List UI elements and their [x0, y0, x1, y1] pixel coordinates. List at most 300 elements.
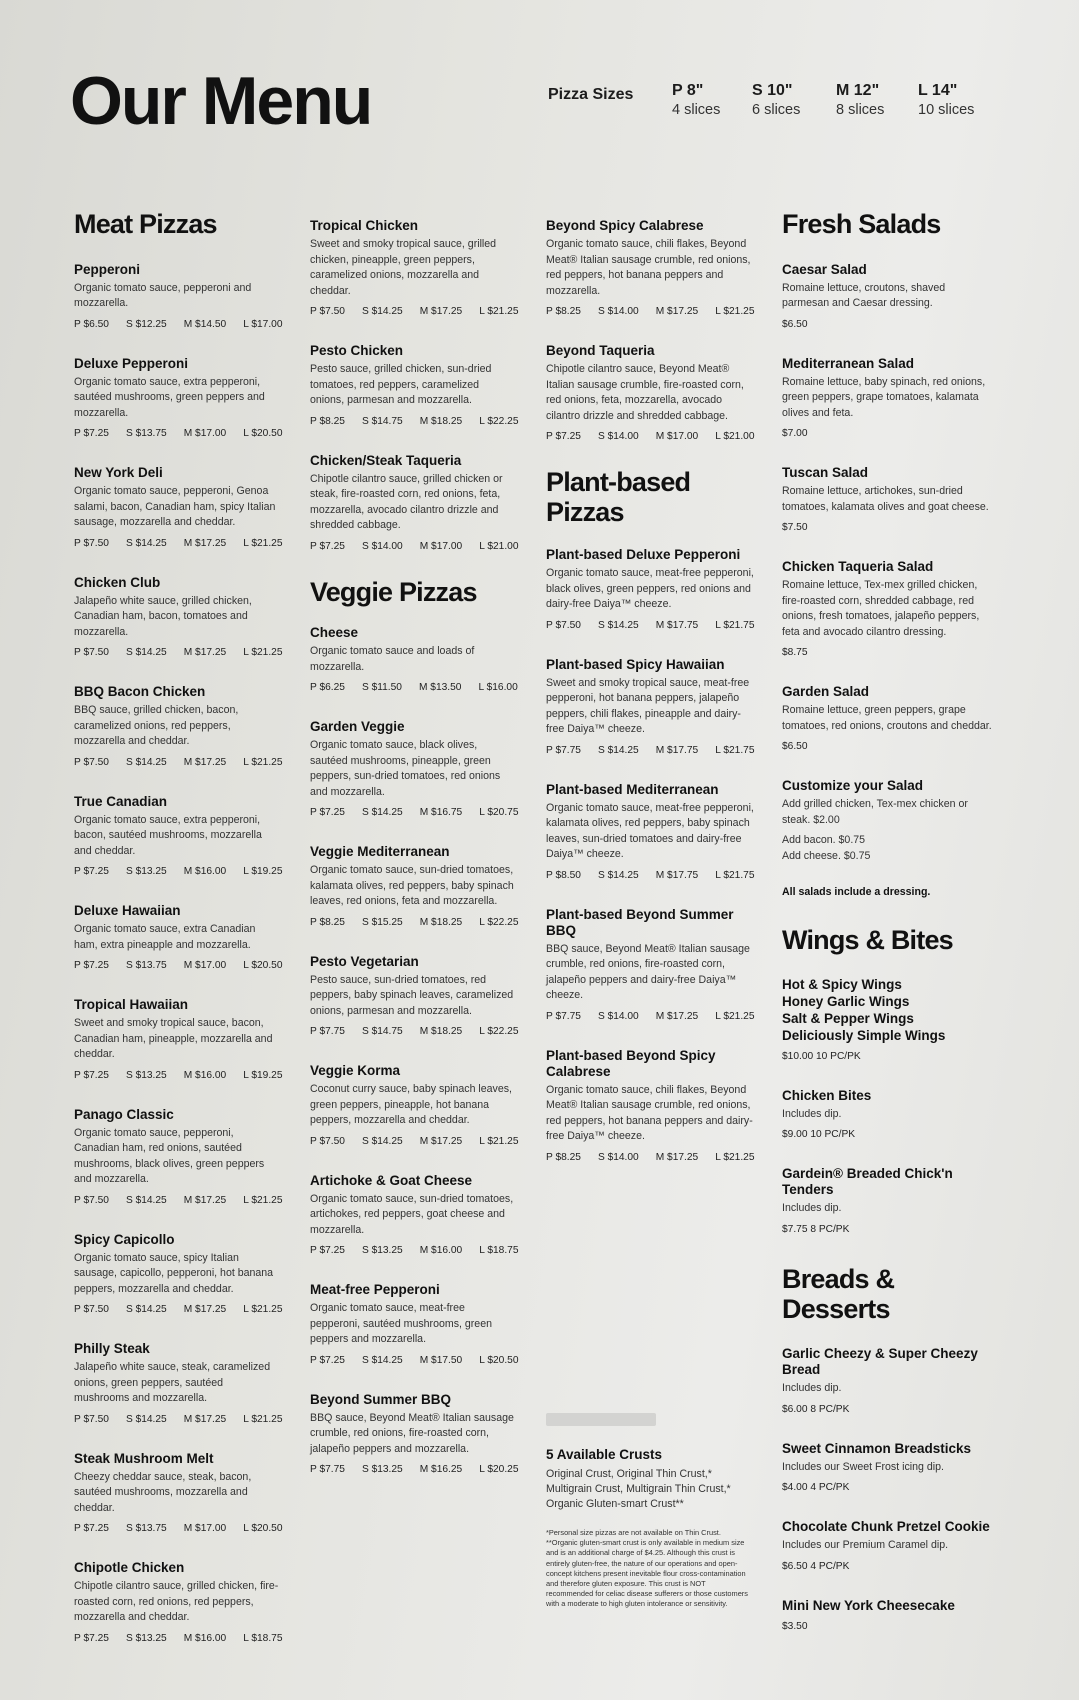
item-description: Sweet and smoky tropical sauce, bacon, Canadian ham, pineapple, mozzarella and cheddar. [74, 1017, 273, 1061]
item-prices [310, 1135, 519, 1147]
item-name: Pesto Chicken [310, 343, 404, 358]
item-name: Spicy Capicollo [74, 1231, 175, 1247]
item-description: Pesto sauce, grilled chicken, sun-dried tomatoes, red peppers, caramelized onions, parmesan and mozzarella. [310, 363, 492, 406]
pizza-sizes [548, 82, 1048, 142]
item-name: Pesto Vegetarian [310, 953, 419, 969]
item-price: S $14.25 [125, 1194, 167, 1206]
crusts-description: Original Crust, Original Thin Crust,* Multigrain Crust, Multigrain Thin Crust,* Organic Gluten-smart Crust** [546, 1468, 731, 1510]
item-price: $7.50 [782, 522, 808, 534]
item-description: Organic tomato sauce, meat-free pepperoni, black olives, green peppers, red onions and dairy-free Daiya™ cheeze. [546, 567, 754, 611]
item-price: P $7.50 [310, 306, 345, 317]
item-price: S $13.25 [125, 1632, 167, 1644]
item-price: P $7.50 [74, 537, 109, 549]
item-price: L $18.75 [243, 1632, 283, 1644]
item-price: $6.50 [782, 318, 808, 330]
item-price: P $7.25 [310, 1245, 345, 1257]
item-prices [546, 870, 754, 881]
menu-item [310, 218, 519, 317]
item-description: Includes our Premium Caramel dip. [782, 1539, 949, 1552]
item-name: Sweet Cinnamon Breadsticks [782, 1440, 972, 1456]
item-price: M $17.00 [655, 431, 699, 442]
item-price: M $17.25 [655, 306, 699, 317]
item-name: Plant-based Beyond Spicy Calabrese [546, 1047, 716, 1079]
size-code: L 14" [918, 82, 958, 99]
item-price: S $13.75 [125, 1523, 167, 1535]
size-medium [836, 82, 884, 118]
veggie-pizzas-list-continued [546, 218, 754, 442]
customize-line: Add bacon. $0.75 [782, 834, 866, 847]
item-name: Mini New York Cheesecake [782, 1597, 955, 1613]
item-name: Beyond Spicy Calabrese [546, 218, 704, 233]
item-price: P $7.50 [546, 619, 581, 631]
item-price: $7.75 8 PC/PK [782, 1223, 850, 1235]
salads-note: All salads include a dressing. [782, 886, 931, 899]
item-name: Chicken Bites [782, 1087, 872, 1103]
item-price: P $7.50 [310, 1135, 345, 1147]
veggie-pizzas-title: Veggie Pizzas [310, 576, 477, 607]
item-price: M $17.25 [183, 647, 227, 659]
item-name: Honey Garlic Wings [782, 993, 910, 1009]
item-description: Cheezy cheddar sauce, steak, bacon, sautéed mushrooms, mozzarella and cheddar. [74, 1470, 252, 1514]
item-prices [310, 916, 519, 928]
menu-item [310, 1172, 519, 1257]
breads-list [782, 1346, 992, 1632]
item-prices [546, 745, 754, 756]
veggie-pizzas-column [310, 218, 519, 1501]
item-price: P $7.25 [310, 807, 345, 819]
menu-item [74, 1450, 283, 1535]
item-name: Hot & Spicy Wings [782, 976, 902, 992]
item-price: M $17.25 [183, 1304, 227, 1316]
item-price: M $17.25 [183, 1194, 227, 1206]
item-price: L $21.00 [479, 540, 519, 552]
item-name: Mediterranean Salad [782, 355, 915, 371]
menu-item [74, 261, 283, 330]
item-price: L $21.75 [715, 744, 755, 756]
item-price: M $16.75 [419, 807, 463, 819]
item-price: M $17.25 [183, 1413, 227, 1425]
menu-item [310, 452, 519, 552]
menu-item [546, 782, 754, 881]
item-name: Plant-based Deluxe Pepperoni [546, 547, 741, 563]
item-price: L $20.50 [243, 428, 283, 440]
item-name: Panago Classic [74, 1106, 174, 1122]
item-price: P $8.25 [546, 306, 581, 317]
item-price: P $7.50 [74, 647, 109, 659]
item-name: Plant-based Beyond Summer BBQ [546, 906, 734, 938]
item-price: S $14.00 [361, 540, 403, 552]
menu-item [546, 547, 754, 631]
item-description: Organic tomato sauce, extra pepperoni, sautéed mushrooms, green peppers and mozzarella. [74, 375, 265, 419]
item-price: M $17.75 [655, 744, 699, 756]
item-price: S $14.25 [597, 744, 639, 756]
menu-item [74, 684, 283, 768]
item-name: Philly Steak [74, 1341, 150, 1357]
item-name: Plant-based Mediterranean [546, 781, 719, 797]
item-name: Tropical Hawaiian [74, 997, 189, 1013]
menu-item [74, 793, 283, 878]
menu-item [310, 719, 519, 819]
size-small [752, 82, 800, 118]
menu-item [74, 1231, 283, 1316]
customize-salad [782, 778, 992, 864]
item-name: Beyond Summer BBQ [310, 1391, 452, 1407]
item-price: L $22.25 [479, 1026, 519, 1038]
item-price: P $7.50 [74, 1304, 109, 1316]
item-prices [310, 682, 516, 693]
item-price: M $13.50 [418, 682, 462, 694]
menu-item [782, 1519, 992, 1572]
item-price: P $8.25 [546, 1151, 581, 1163]
item-prices [74, 428, 283, 440]
salads-title: Fresh Salads [782, 209, 941, 239]
item-price: M $17.00 [183, 1523, 227, 1535]
item-name: Pepperoni [74, 261, 141, 277]
item-price: P $7.25 [310, 1354, 345, 1366]
item-description: Sweet and smoky tropical sauce, meat-free pepperoni, hot banana peppers, jalapeño peppers, chili flakes, pineapple and dairy-free Daiya™ cheeze. [546, 676, 750, 736]
item-name: True Canadian [74, 793, 168, 809]
item-price: P $7.50 [74, 1413, 109, 1425]
item-price: L $21.25 [715, 1010, 755, 1022]
menu-item [74, 1560, 283, 1644]
plant-based-title: Plant-based Pizzas [546, 467, 691, 527]
item-price: P $7.75 [310, 1026, 345, 1038]
menu-item [546, 657, 754, 756]
item-prices [310, 415, 519, 427]
item-price: P $7.75 [310, 1464, 345, 1476]
wings-title: Wings & Bites [782, 925, 953, 956]
item-price: P $7.50 [74, 1194, 109, 1206]
item-description: Romaine lettuce, Tex-mex grilled chicken, fire-roasted corn, shredded cabbage, red onions, fresh tomatoes, jalapeño peppers, feta and avocado cilantro dressing. [782, 579, 980, 638]
item-price: L $20.50 [243, 1523, 283, 1535]
item-description: Includes dip. [782, 1107, 842, 1120]
item-price: M $17.00 [183, 428, 227, 440]
item-price: P $8.25 [310, 916, 345, 928]
item-price: M $16.00 [183, 1632, 227, 1644]
item-price: M $17.25 [183, 756, 227, 768]
item-price: L $21.25 [243, 1194, 283, 1206]
item-name: Meat-free Pepperoni [310, 1282, 440, 1298]
item-price: P $6.25 [310, 682, 345, 694]
item-description: Romaine lettuce, green peppers, grape tomatoes, red onions, croutons and cheddar. [782, 704, 992, 732]
item-price: L $21.25 [243, 756, 283, 768]
item-prices [74, 318, 283, 330]
menu-item [310, 1063, 519, 1147]
item-prices [310, 1464, 519, 1476]
item-price: $6.00 8 PC/PK [782, 1403, 850, 1415]
customize-line: Add cheese. $0.75 [782, 849, 871, 862]
item-prices [74, 960, 283, 972]
crusts-title: 5 Available Crusts [546, 1447, 663, 1462]
item-name: Salt & Pepper Wings [782, 1010, 914, 1026]
item-name: Garden Salad [782, 684, 870, 700]
item-description: BBQ sauce, grilled chicken, bacon, caramelized onions, red peppers, mozzarella and cheddar. [74, 704, 239, 748]
size-code: P 8" [672, 82, 704, 99]
item-prices [310, 1245, 519, 1257]
menu-item [782, 1166, 992, 1235]
item-price: P $7.25 [310, 540, 345, 552]
item-price: S $13.25 [361, 1464, 403, 1476]
menu-item [74, 574, 283, 659]
item-prices [546, 1152, 754, 1163]
item-description: Organic tomato sauce, chili flakes, Beyond Meat® Italian sausage crumble, red onions, red peppers, hot banana peppers and mozzarella. [546, 238, 751, 297]
item-price: S $14.25 [361, 807, 403, 819]
item-price: $9.00 10 PC/PK [782, 1129, 856, 1141]
item-prices [310, 1026, 519, 1038]
item-description: Includes dip. [782, 1382, 842, 1395]
menu-item [546, 907, 754, 1022]
item-price: M $17.75 [655, 869, 699, 881]
customize-line: Add grilled chicken, Tex-mex chicken or steak. $2.00 [782, 798, 968, 826]
menu-item [782, 1441, 992, 1494]
item-price: M $18.25 [419, 916, 463, 928]
item-price: P $8.50 [546, 869, 581, 881]
item-description: Organic tomato sauce, spicy Italian sausage, capicollo, pepperoni, hot banana peppers, mozzarella and cheddar. [74, 1251, 274, 1295]
menu-item [782, 465, 992, 533]
meat-pizzas-list-continued [310, 218, 519, 552]
menu-item [546, 218, 754, 317]
menu-item [74, 1106, 283, 1206]
item-price: L $18.75 [479, 1245, 519, 1257]
item-price: M $17.25 [183, 537, 227, 549]
sides-column [782, 210, 992, 1658]
item-price: L $16.00 [478, 682, 518, 694]
menu-item [782, 1088, 992, 1141]
item-description: Organic tomato sauce, pepperoni, Genoa salami, bacon, Canadian ham, spicy Italian sausage, mozzarella and cheddar. [74, 485, 276, 529]
item-name: Tuscan Salad [782, 465, 869, 481]
item-description: Chipotle cilantro sauce, grilled chicken or steak, fire-roasted corn, red onions, feta, mozzarella, avocado cilantro drizzle and shredded cabbage. [310, 472, 503, 531]
item-price: $6.50 [782, 741, 808, 753]
size-slices: 6 slices [752, 102, 801, 118]
item-price: L $21.25 [715, 1151, 755, 1163]
item-price: P $7.25 [74, 1632, 109, 1644]
menu-item [782, 356, 992, 440]
item-description: Organic tomato sauce, sun-dried tomatoes, artichokes, red peppers, goat cheese and mozzarella. [310, 1192, 514, 1236]
menu-item [74, 903, 283, 972]
item-description: Organic tomato sauce, meat-free pepperoni, sautéed mushrooms, green peppers and mozzarella. [310, 1302, 492, 1346]
menu-item [74, 355, 283, 440]
item-name: Garlic Cheezy & Super Cheezy Bread [782, 1346, 978, 1378]
item-price: S $14.25 [125, 537, 167, 549]
item-name: Veggie Mediterranean [310, 844, 450, 860]
item-description: Sweet and smoky tropical sauce, grilled chicken, pineapple, green peppers, caramelized onions, mozzarella and cheddar. [310, 238, 497, 297]
item-name: Cheese [310, 625, 359, 641]
item-price: $8.75 [782, 647, 808, 659]
item-price: P $7.50 [74, 756, 109, 768]
menu-item [546, 343, 754, 442]
meat-pizzas-list [74, 261, 283, 1644]
item-price: P $7.25 [74, 960, 109, 972]
item-prices [546, 306, 754, 317]
item-price: S $11.50 [361, 682, 402, 694]
menu-item [782, 262, 992, 330]
item-description: Chipotle cilantro sauce, grilled chicken, fire-roasted corn, red onions, red peppers, mozzarella and cheddar. [74, 1580, 279, 1624]
item-prices [310, 306, 519, 317]
menu-item [782, 1346, 992, 1415]
plant-based-column [546, 218, 754, 1189]
plant-based-list [546, 547, 754, 1163]
item-description: Romaine lettuce, artichokes, sun-dried tomatoes, kalamata olives and goat cheese. [782, 485, 989, 513]
item-prices [546, 1011, 754, 1022]
item-price: $4.00 4 PC/PK [782, 1482, 850, 1494]
item-name: Artichoke & Goat Cheese [310, 1172, 473, 1188]
item-price: L $21.25 [243, 537, 283, 549]
item-prices [546, 431, 754, 442]
item-price: S $14.00 [597, 431, 639, 442]
item-price: L $22.25 [479, 415, 519, 427]
item-description: Romaine lettuce, croutons, shaved parmesan and Caesar dressing. [782, 281, 946, 310]
item-price: L $19.25 [243, 1069, 283, 1081]
item-name: Chocolate Chunk Pretzel Cookie [782, 1519, 990, 1535]
item-price: M $16.00 [183, 866, 227, 878]
item-price: P $7.25 [74, 1069, 109, 1081]
item-name: Plant-based Spicy Hawaiian [546, 656, 725, 672]
item-price: S $13.75 [125, 960, 167, 972]
item-prices [74, 1523, 283, 1535]
item-price: L $21.25 [243, 1304, 283, 1316]
item-price: P $7.25 [74, 866, 109, 878]
item-description: Romaine lettuce, baby spinach, red onions, green peppers, grape tomatoes, kalamata olives and feta. [782, 375, 986, 419]
item-name: Chicken/Steak Taqueria [310, 452, 462, 468]
item-description: BBQ sauce, Beyond Meat® Italian sausage crumble, red onions, fire-roasted corn, jalapeño peppers and mozzarella. [310, 1411, 514, 1455]
item-price: S $14.00 [597, 1010, 639, 1022]
item-price: $7.00 [782, 428, 808, 440]
menu-item [74, 997, 283, 1081]
menu-item [74, 1341, 283, 1425]
item-price: S $14.25 [361, 1135, 403, 1147]
size-slices: 10 slices [918, 102, 975, 118]
item-name: New York Deli [74, 465, 163, 481]
item-prices [546, 620, 754, 631]
item-prices [74, 1304, 283, 1316]
menu-item [310, 844, 519, 928]
item-price: S $13.25 [361, 1245, 403, 1257]
item-price: M $17.25 [655, 1151, 699, 1163]
item-price: M $17.25 [419, 306, 463, 317]
item-prices [74, 537, 283, 549]
item-price: L $21.25 [479, 1135, 519, 1147]
item-name: Deliciously Simple Wings [782, 1027, 946, 1043]
size-personal [672, 82, 720, 118]
item-description: Organic tomato sauce, black olives, sautéed mushrooms, pineapple, green peppers, sun-dried tomatoes, red onions and mozzarella. [310, 739, 501, 798]
menu-item [74, 465, 283, 549]
menu-item [310, 625, 516, 693]
item-price: L $21.75 [715, 869, 755, 881]
item-prices [74, 756, 283, 768]
item-price: L $21.25 [479, 306, 519, 317]
item-price: S $14.00 [597, 306, 639, 317]
item-price: M $17.50 [419, 1354, 463, 1366]
item-price: S $14.25 [125, 1304, 167, 1316]
item-name: Chicken Club [74, 574, 161, 590]
menu-item [310, 343, 519, 427]
item-price: P $7.25 [74, 1523, 109, 1535]
item-price: $6.50 4 PC/PK [782, 1560, 850, 1572]
item-prices [74, 866, 283, 878]
item-price: M $18.25 [419, 1026, 463, 1038]
item-price: L $20.50 [479, 1354, 519, 1366]
breads-title: Breads & Desserts [782, 1263, 895, 1324]
item-name: Deluxe Hawaiian [74, 903, 181, 919]
wings-list [782, 1088, 992, 1235]
item-price: S $14.25 [361, 306, 403, 317]
item-price: M $16.00 [183, 1069, 227, 1081]
item-description: Includes dip. [782, 1202, 842, 1215]
item-price: S $14.25 [125, 647, 167, 659]
item-price: M $17.75 [655, 619, 699, 631]
menu-item [310, 1282, 519, 1366]
menu-item [782, 1598, 992, 1632]
item-price: S $14.25 [125, 1413, 167, 1425]
item-description: Chipotle cilantro sauce, Beyond Meat® Italian sausage crumble, fire-roasted corn, red onions, feta, mozzarella, avocado cilantro drizzle and shredded cabbage. [546, 363, 744, 422]
item-price: L $19.25 [243, 866, 283, 878]
page-title: Our Menu [70, 63, 372, 139]
item-description: Organic tomato sauce, sun-dried tomatoes, kalamata olives, red peppers, baby spinach leaves, red onions, feta and mozzarella. [310, 864, 514, 908]
item-price: L $17.00 [243, 318, 283, 330]
item-name: Customize your Salad [782, 778, 924, 794]
item-prices [310, 1354, 519, 1366]
item-name: Chipotle Chicken [74, 1560, 185, 1576]
item-price: S $14.75 [361, 1026, 403, 1038]
item-description: Includes our Sweet Frost icing dip. [782, 1460, 944, 1473]
item-price: S $15.25 [361, 916, 403, 928]
size-code: M 12" [836, 82, 880, 99]
item-price: M $16.25 [419, 1464, 463, 1476]
item-name: Deluxe Pepperoni [74, 355, 189, 371]
item-name: Gardein® Breaded Chick'n Tenders [782, 1166, 953, 1198]
item-name: Caesar Salad [782, 261, 867, 277]
item-price: L $20.75 [479, 807, 519, 819]
size-code: S 10" [752, 82, 793, 99]
item-price: L $21.25 [243, 1413, 283, 1425]
item-price: P $6.50 [74, 318, 109, 330]
item-prices [310, 540, 519, 552]
item-price: S $13.75 [125, 428, 167, 440]
item-description: Organic tomato sauce, meat-free pepperoni, kalamata olives, red peppers, baby spinach leaves, sun-dried tomatoes and dairy-free Daiya™ cheeze. [546, 801, 754, 861]
item-price: P $7.75 [546, 744, 581, 756]
item-price: M $14.50 [183, 318, 227, 330]
size-slices: 8 slices [836, 102, 885, 118]
item-price: M $17.00 [183, 960, 227, 972]
item-price: L $21.25 [243, 647, 283, 659]
item-name: Veggie Korma [310, 1063, 401, 1079]
obscured-label [546, 1413, 656, 1426]
item-price: P $7.25 [546, 431, 581, 442]
item-price: S $13.25 [125, 866, 167, 878]
item-price: P $8.25 [310, 415, 345, 427]
size-slices: 4 slices [672, 102, 721, 118]
item-price: $3.50 [782, 1620, 808, 1632]
item-price: S $14.25 [597, 869, 639, 881]
item-price: L $20.25 [479, 1464, 519, 1476]
item-name: Tropical Chicken [310, 218, 419, 233]
menu-item [310, 1391, 519, 1476]
salads-list [782, 262, 992, 753]
item-price: S $14.25 [597, 619, 639, 631]
item-description: Pesto sauce, sun-dried tomatoes, red peppers, baby spinach leaves, caramelized onions, parmesan and mozzarella. [310, 973, 514, 1017]
menu-item [310, 953, 519, 1038]
item-price: M $17.25 [655, 1010, 699, 1022]
item-price: M $17.25 [419, 1135, 463, 1147]
item-price: M $16.00 [419, 1245, 463, 1257]
item-price: L $20.50 [243, 960, 283, 972]
item-price: L $21.25 [715, 306, 755, 317]
item-description: Organic tomato sauce and loads of mozzarella. [310, 645, 475, 673]
item-prices [310, 807, 519, 819]
item-price: L $22.25 [479, 916, 519, 928]
menu-item [782, 684, 992, 752]
size-large [918, 82, 974, 118]
